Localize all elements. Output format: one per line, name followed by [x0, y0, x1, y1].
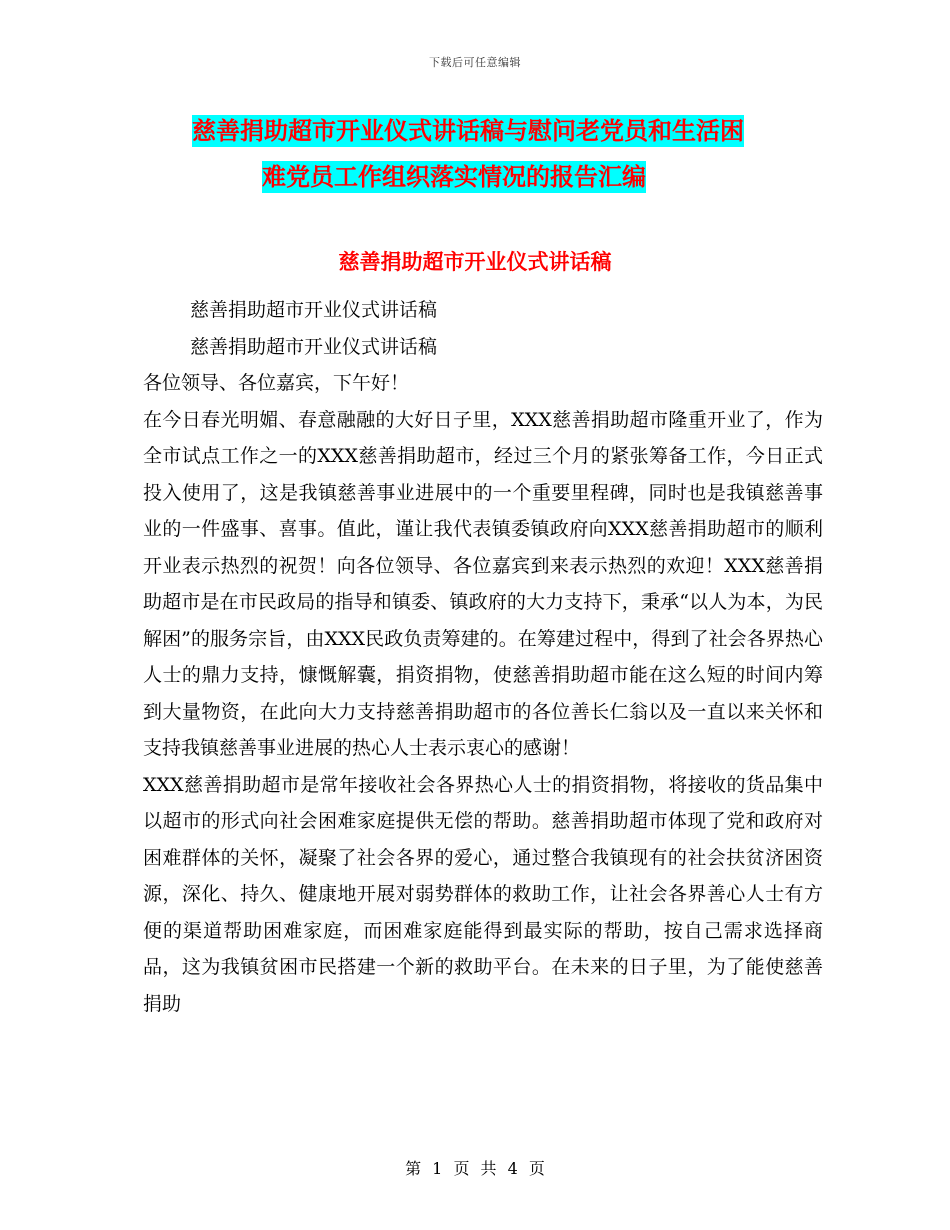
section-title: 慈善捐助超市开业仪式讲话稿 [338, 250, 612, 274]
title-highlight-2: 难党员工作组织落实情况的报告汇编 [262, 163, 646, 191]
title-highlight-1: 慈善捐助超市开业仪式讲话稿与慰问老党员和生活困 [192, 117, 744, 145]
document-body [143, 292, 823, 1022]
greeting-paragraph: 各位领导、各位嘉宾，下午好！ [143, 372, 410, 394]
header-note: 下载后可任意编辑 [429, 56, 521, 69]
subtitle-line-1: 慈善捐助超市开业仪式讲话稿 [190, 299, 438, 321]
subtitle-line-2: 慈善捐助超市开业仪式讲话稿 [190, 335, 438, 358]
document-title-line-1 [192, 108, 744, 154]
body-paragraph-1: 在今日春光明媚、春意融融的大好日子里，XXX慈善捐助超市隆重开业了，作为全市试点工作之一的XXX慈善捐助超市，经过三个月的紧张筹备工作，今日正式投入使用了，这是我镇慈善事业进展中的一个重要里程碑，同时也是我镇慈善事业的一件盛事、喜事。值此，谨让我代表镇委镇政府向XXX慈善捐助超市的顺利开业表示热烈的祝贺！向各位领导、各位嘉宾到来表示热烈的欢迎！XXX慈善捐助超市是在市民政局的指导和镇委、镇政府的大力支持下，秉承“以人为本，为民解困”的服务宗旨，由XXX民政负责筹建的。在筹建过程中，得到了社会各界热心人士的鼎力支持，慷慨解囊，捐资捐物，使慈善捐助超市能在这么短的时间内筹到大量物资，在此向大力支持慈善捐助超市的各位善长仁翁以及一直以来关怀和支持我镇慈善事业进展的热心人士表示衷心的感谢！ [143, 408, 823, 759]
document-title-line-2 [262, 154, 646, 200]
body-paragraph-2: XXX慈善捐助超市是常年接收社会各界热心人士的捐资捐物，将接收的货品集中以超市的形式向社会困难家庭提供无偿的帮助。慈善捐助超市体现了党和政府对困难群体的关怀，凝聚了社会各界的爱心，通过整合我镇现有的社会扶贫济困资源，深化、持久、健康地开展对弱势群体的救助工作，让社会各界善心人士有方便的渠道帮助困难家庭，而困难家庭能得到最实际的帮助，按自己需求选择商品，这为我镇贫困市民搭建一个新的救助平台。在未来的日子里，为了能使慈善捐助 [143, 773, 823, 1015]
page-footer: 第 1 页 共 4 页 [405, 1159, 545, 1178]
